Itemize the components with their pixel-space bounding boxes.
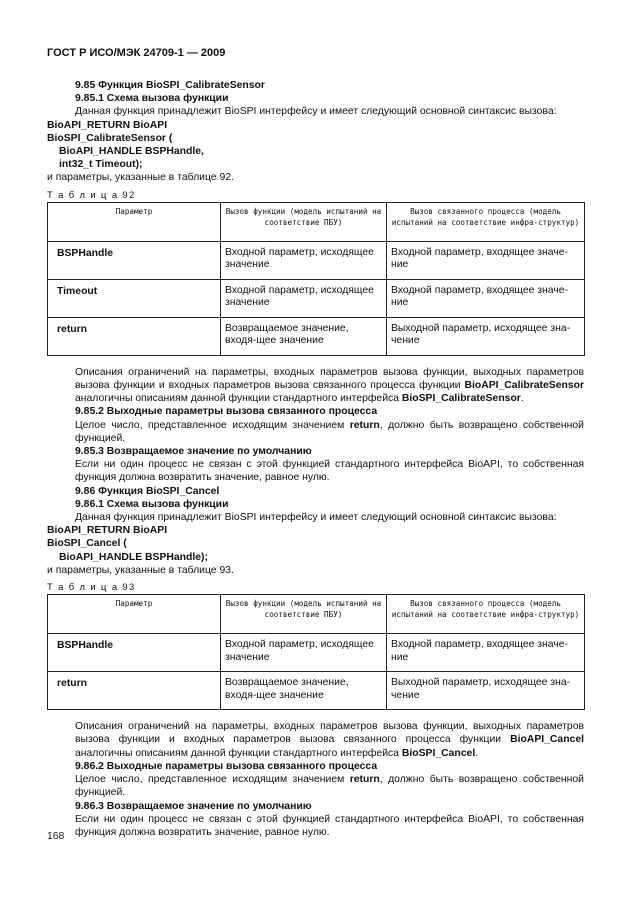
section-heading-9-86: 9.86 Функция BioSPI_Cancel: [75, 485, 220, 497]
constraints-paragraph: [47, 720, 584, 760]
table-row: [48, 279, 585, 317]
text-run: аналогичны описаниям данной функции стандартного интерфейса: [75, 393, 402, 405]
table-93: [47, 594, 585, 710]
params-note: и параметры, указанные в таблице 92.: [47, 172, 234, 184]
text-run: Целое число, представленное исходящим значением: [75, 774, 350, 786]
subsection-heading-9-85-2: 9.85.2 Выходные параметры вызова связанного процесса: [75, 406, 378, 418]
param-name: Timeout: [48, 279, 221, 317]
cell: Выходной параметр, исходящее зна-чение: [387, 317, 585, 355]
column-header: Параметр: [48, 595, 221, 634]
text-run: , должно быть возвращено собственной функцией.: [75, 774, 584, 799]
subsection-heading-9-86-3: 9.86.3 Возвращаемое значение по умолчанию: [75, 800, 312, 812]
table-header-row: [48, 595, 585, 634]
code-line: BioAPI_RETURN BioAPI: [47, 119, 168, 131]
table-row: [48, 241, 585, 279]
column-header: Вызов связанного процесса (модель испытаний на соответствие инфра-структур): [387, 595, 585, 634]
subsection-heading-9-85-1: 9.85.1 Схема вызова функции: [75, 93, 229, 105]
output-paragraph: [47, 419, 584, 445]
function-name: BioSPI_CalibrateSensor: [401, 393, 521, 405]
subsection-heading-9-85-3: 9.85.3 Возвращаемое значение по умолчанию: [75, 446, 312, 458]
keyword: return: [349, 774, 380, 786]
code-line: BioSPI_Cancel (: [47, 538, 127, 550]
code-line: BioAPI_RETURN BioAPI: [47, 525, 168, 537]
document-header: ГОСТ Р ИСО/МЭК 24709-1 — 2009: [47, 47, 226, 59]
output-paragraph: [47, 773, 584, 799]
code-line: BioAPI_HANDLE BSPHandle);: [59, 551, 208, 563]
column-header: Параметр: [48, 202, 221, 241]
table-row: [48, 672, 585, 710]
table-row: [48, 317, 585, 355]
function-name: BioAPI_CalibrateSensor: [464, 380, 584, 392]
text-run: Описания ограничений на параметры, входных параметров вызова функции, выходных параметров вызова функции и входных параметров вызова связанного процесса функции: [75, 366, 584, 392]
page-content: [47, 79, 584, 839]
param-name: BSPHandle: [48, 241, 221, 279]
cell: Входной параметр, исходящее значение: [221, 241, 387, 279]
cell: Входной параметр, входящее значе-ние: [387, 634, 585, 672]
intro-text: Данная функция принадлежит BioSPI интерфейсу и имеет следующий основной синтаксис вызова:: [75, 512, 557, 524]
cell: Выходной параметр, исходящее зна-чение: [387, 672, 585, 710]
text-run: Целое число, представленное исходящим значением: [75, 419, 350, 431]
param-name: return: [48, 672, 221, 710]
table-row: [48, 634, 585, 672]
column-header: Вызов связанного процесса (модель испытаний на соответствие инфра-структур): [387, 202, 585, 241]
cell: Возвращаемое значение, входя-щее значение: [221, 317, 387, 355]
page-number: 168: [47, 831, 65, 842]
text-run: Описания ограничений на параметры, входных параметров вызова функции, выходных параметров вызова функции и входных параметров вызова связанного процесса функции: [75, 721, 584, 746]
intro-text: Данная функция принадлежит BioSPI интерфейсу и имеет следующий основной синтаксис вызова:: [75, 106, 557, 118]
section-heading-9-85: 9.85 Функция BioSPI_CalibrateSensor: [75, 80, 265, 91]
text-run: аналогичны описаниям данной функции стандартного интерфейса: [75, 747, 402, 759]
code-line: int32_t Timeout);: [59, 159, 143, 171]
text-run: .: [520, 393, 524, 405]
keyword: return: [349, 419, 380, 431]
code-line: BioSPI_CalibrateSensor (: [47, 132, 173, 144]
table-header-row: [48, 202, 585, 241]
code-line: BioAPI_HANDLE BSPHandle,: [59, 146, 204, 158]
cell: Входной параметр, исходящее значение: [221, 279, 387, 317]
cell: Входной параметр, входящее значе-ние: [387, 279, 585, 317]
params-note: и параметры, указанные в таблице 93.: [47, 564, 234, 576]
constraints-paragraph: [47, 366, 584, 406]
cell: Возвращаемое значение, входя-щее значение: [221, 672, 387, 710]
param-name: return: [48, 317, 221, 355]
text-run: , должно быть возвращено собственной функцией.: [75, 419, 584, 444]
function-name: BioAPI_Cancel: [510, 734, 584, 746]
default-value-paragraph: Если ни один процесс не связан с этой функцией стандартного интерфейса BioAPI, то собственная функция должна возвратить значение, равное нулю.: [75, 813, 584, 838]
column-header: Вызов функции (модель испытаний на соответствие ПБУ): [221, 202, 387, 241]
subsection-heading-9-86-1: 9.86.1 Схема вызова функции: [75, 498, 229, 510]
function-name: BioSPI_Cancel: [401, 747, 476, 759]
cell: Входной параметр, входящее значе-ние: [387, 241, 585, 279]
default-value-paragraph: Если ни один процесс не связан с этой функцией стандартного интерфейса BioAPI, то собственная функция должна возвратить значение, равное нулю.: [75, 459, 584, 484]
param-name: BSPHandle: [48, 634, 221, 672]
column-header: Вызов функции (модель испытаний на соответствие ПБУ): [221, 595, 387, 634]
table-caption: Т а б л и ц а 93: [47, 581, 136, 593]
text-run: .: [475, 747, 479, 759]
table-caption: Т а б л и ц а 92: [47, 188, 136, 200]
cell: Входной параметр, исходящее значение: [221, 634, 387, 672]
table-92: [47, 202, 585, 356]
subsection-heading-9-86-2: 9.86.2 Выходные параметры вызова связанного процесса: [75, 760, 378, 772]
